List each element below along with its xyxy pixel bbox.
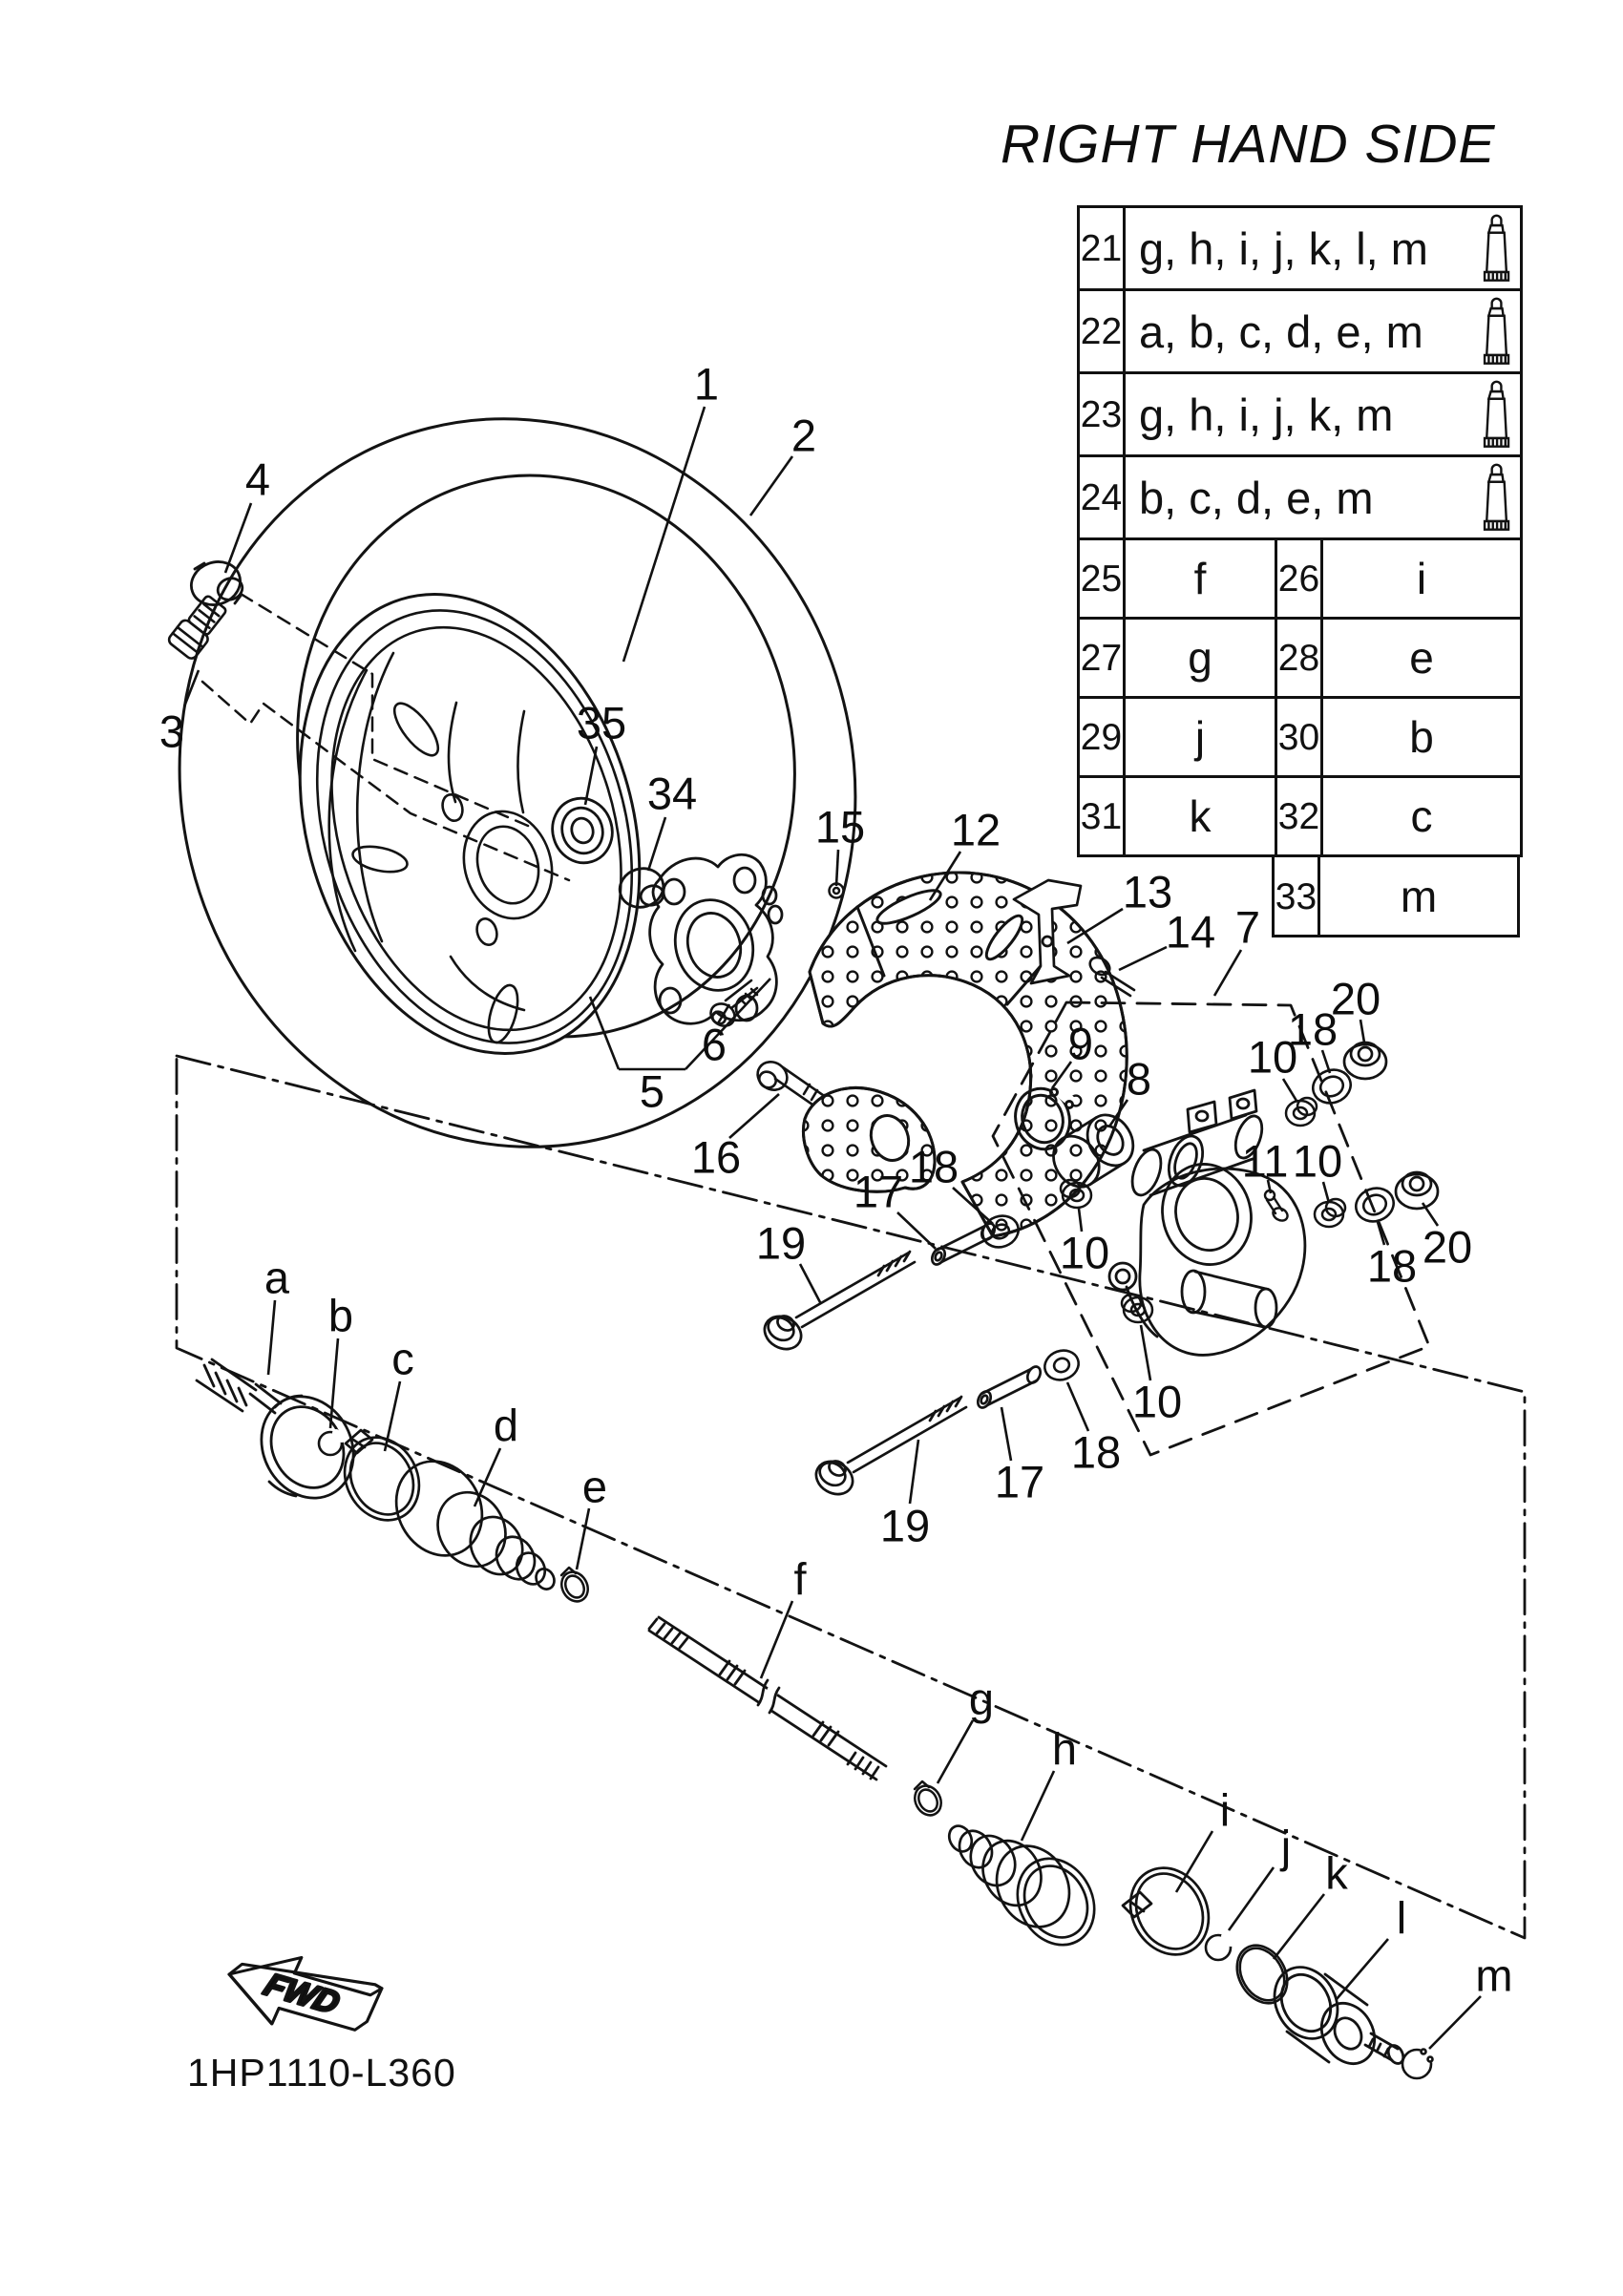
fwd-label: FWD [258, 1967, 346, 2021]
leader-line [836, 850, 838, 886]
boot-clamp-part-c [330, 1424, 433, 1533]
leader-line [938, 1720, 973, 1783]
row-number: 25 [1077, 537, 1126, 620]
callout-b: b [327, 1290, 354, 1341]
table-row [1077, 288, 1523, 374]
row-content: g, h, i, j, k, l, m [1123, 205, 1523, 291]
callout-18: 18 [908, 1141, 959, 1192]
row-number: 32 [1275, 775, 1323, 857]
callout-6: 6 [701, 1019, 727, 1070]
callout-l: l [1396, 1892, 1407, 1944]
callout-10: 10 [1292, 1135, 1343, 1187]
row-number: 33 [1272, 854, 1320, 937]
row-content: b [1320, 696, 1523, 778]
callout-7: 7 [1234, 901, 1261, 953]
leader-line [623, 407, 705, 662]
table-row [1077, 371, 1523, 457]
table-row [1077, 454, 1523, 540]
row-number: 30 [1275, 696, 1323, 778]
callout-j: j [1280, 1821, 1292, 1872]
callout-19: 19 [879, 1500, 931, 1551]
wheel-hub-part-5 [650, 854, 782, 1023]
row-number: 23 [1077, 371, 1126, 457]
small-clamp-part-e [557, 1568, 593, 1606]
row-content: c [1320, 775, 1523, 857]
row-number: 26 [1275, 537, 1323, 620]
spacer-tube-part-17-lower [976, 1364, 1043, 1409]
table-row [1077, 617, 1523, 699]
leader-line [1229, 1867, 1274, 1930]
row-content: f [1123, 537, 1277, 620]
callout-a: a [263, 1252, 290, 1303]
leader-line [897, 1212, 936, 1249]
callout-17: 17 [994, 1456, 1045, 1507]
callout-18: 18 [1366, 1240, 1418, 1292]
callout-10: 10 [1247, 1031, 1298, 1083]
row-number: 27 [1077, 617, 1126, 699]
table-spacer [1077, 854, 1275, 937]
callout-i: i [1219, 1784, 1231, 1836]
snap-ring-part-b [319, 1432, 342, 1455]
callout-2: 2 [790, 410, 817, 461]
callout-18: 18 [1070, 1426, 1122, 1478]
callout-4: 4 [244, 453, 271, 505]
callout-9: 9 [1067, 1018, 1094, 1069]
callout-d: d [493, 1400, 519, 1451]
callout-34: 34 [646, 768, 698, 819]
flange-nut-part-20 [1344, 1043, 1438, 1209]
callout-c: c [391, 1333, 414, 1384]
callout-12: 12 [950, 804, 1001, 855]
table-row [1077, 205, 1523, 291]
table-row [1077, 537, 1523, 620]
callout-18: 18 [1287, 1003, 1338, 1055]
page-title: RIGHT HAND SIDE [1001, 114, 1496, 175]
callout-k: k [1325, 1847, 1348, 1899]
row-content: g, h, i, j, k, m [1123, 371, 1523, 457]
drawing-code: 1HP1110-L360 [187, 2051, 456, 2095]
leader-line [750, 456, 792, 516]
callout-m: m [1475, 1949, 1513, 2001]
callout-17: 17 [853, 1166, 904, 1217]
table-row [1077, 775, 1523, 857]
callout-g: g [968, 1673, 995, 1724]
grease-tube-icon [1480, 212, 1512, 284]
callout-20: 20 [1330, 973, 1381, 1024]
row-content: b, c, d, e, m [1123, 454, 1523, 540]
callout-10: 10 [1059, 1227, 1110, 1278]
row-content: a, b, c, d, e, m [1123, 288, 1523, 374]
callout-3: 3 [158, 706, 185, 757]
leader-line [1001, 1407, 1011, 1461]
fwd-arrow [215, 1923, 385, 2067]
leader-line [1141, 1325, 1150, 1380]
leader-line [1067, 1382, 1088, 1431]
row-content: j [1123, 696, 1277, 778]
grease-fitting-part-11 [1265, 1190, 1290, 1223]
leader-line [1022, 1771, 1054, 1841]
callout-20: 20 [1422, 1221, 1473, 1273]
row-number: 31 [1077, 775, 1126, 857]
callout-14: 14 [1165, 906, 1216, 958]
callout-35: 35 [576, 697, 627, 748]
table-row [1077, 696, 1523, 778]
circlip-part-m [1402, 2050, 1433, 2079]
leader-line [268, 1300, 275, 1375]
callout-10: 10 [1131, 1376, 1183, 1427]
row-content: g [1123, 617, 1277, 699]
callout-5: 5 [639, 1065, 665, 1117]
cv-boot-part-d [380, 1446, 558, 1592]
row-content: e [1320, 617, 1523, 699]
leader-line [1337, 1939, 1388, 1999]
snap-ring-part-j [1206, 1935, 1231, 1960]
leader-line [1274, 1894, 1324, 1959]
callout-e: e [581, 1461, 608, 1512]
row-content: k [1123, 775, 1277, 857]
inner-joint-part-l [1262, 1956, 1406, 2073]
row-number: 22 [1077, 288, 1126, 374]
pivot-bolt-part-19-lower [811, 1397, 966, 1501]
small-clamp-part-g [910, 1781, 946, 1820]
ring-part-k [1227, 1936, 1297, 2012]
grease-tube-icon [1480, 295, 1512, 368]
row-content: i [1320, 537, 1523, 620]
leader-line [910, 1440, 918, 1504]
row-number: 29 [1077, 696, 1126, 778]
leader-line [648, 817, 665, 871]
leader-line [577, 1508, 589, 1569]
callout-15: 15 [814, 801, 866, 853]
callout-f: f [793, 1553, 807, 1605]
leader-line [1214, 950, 1241, 996]
parts-table [1077, 205, 1523, 937]
callout-h: h [1051, 1723, 1078, 1775]
callout-8: 8 [1126, 1053, 1152, 1105]
table-row [1077, 854, 1523, 937]
cv-boot-part-h [945, 1822, 1109, 1958]
callout-19: 19 [755, 1217, 807, 1269]
row-number: 21 [1077, 205, 1126, 291]
row-content: m [1317, 854, 1520, 937]
grease-tube-icon [1480, 378, 1512, 451]
leader-line [761, 1601, 792, 1678]
leader-line [1429, 1996, 1481, 2049]
row-number: 28 [1275, 617, 1323, 699]
callout-1: 1 [693, 358, 720, 410]
callout-11: 11 [1241, 1135, 1289, 1187]
leader-line [1119, 947, 1167, 970]
row-number: 24 [1077, 454, 1126, 540]
callout-13: 13 [1122, 866, 1173, 917]
callout-16: 16 [690, 1131, 742, 1183]
leader-line [225, 503, 251, 573]
leader-line [800, 1264, 821, 1304]
grease-tube-icon [1480, 461, 1512, 534]
